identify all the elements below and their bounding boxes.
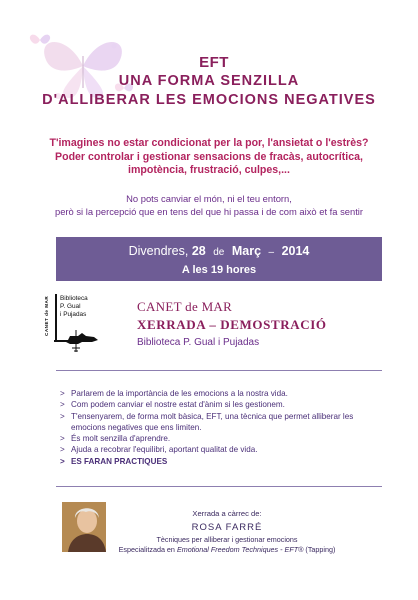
intro-question-1: T'imagines no estar condicionat per la por, l'ansietat o l'estrès? <box>49 137 369 149</box>
event-time: A les 19 hores <box>181 264 257 276</box>
divider-top <box>56 370 382 371</box>
speaker-spec-prefix: Especialitzada en <box>118 545 175 554</box>
page-subtitle-line1: UNA FORMA SENZILLA <box>118 73 300 89</box>
list-item: > És molt senzilla d'aprendre. <box>60 433 378 444</box>
event-dash: – <box>268 247 275 258</box>
intro-questions <box>0 137 418 178</box>
list-item: > ES FARAN PRACTIQUES <box>60 456 378 467</box>
speaker-specialization <box>112 545 342 555</box>
intro-question-3: impotència, frustració, culpes,... <box>128 164 290 176</box>
page-title: EFT <box>199 54 229 71</box>
list-item: > Parlarem de la importància de les emocions a la nostra vida. <box>60 388 378 399</box>
title-block <box>0 54 418 110</box>
tagline-line-1: No pots canviar el món, ni el teu entorn, <box>126 193 292 204</box>
library-logo-line-1: Biblioteca <box>60 295 88 302</box>
speaker-intro: Xerrada a càrrec de: <box>192 509 262 518</box>
speaker-name: ROSA FARRÉ <box>191 522 263 533</box>
speaker-description: Tècniques per alliberar i gestionar emocions <box>156 535 298 544</box>
speaker-spec-technique: Emotional Freedom Techniques - EFT® <box>176 545 304 554</box>
tagline-line-2: però si la percepció que en tens del que hi passa i de com això et fa sentir <box>55 205 363 217</box>
intro-question-2: Poder controlar i gestionar sensacions de fracàs, autocrítica, <box>55 150 363 163</box>
talk-points-list <box>60 388 378 467</box>
divider-bottom <box>56 486 382 487</box>
library-logo <box>44 292 100 352</box>
speaker-spec-suffix: (Tapping) <box>305 545 336 554</box>
library-logo-vertical-text: CANET de MAR <box>44 295 49 337</box>
avatar <box>62 502 106 552</box>
weathervane-icon <box>52 330 100 352</box>
event-date-band <box>56 237 382 281</box>
event-weekday: Divendres, <box>128 244 189 258</box>
event-day: 28 <box>191 244 206 258</box>
event-month: Març <box>231 244 262 258</box>
list-item: > Ajuda a recobrar l'equilibri, aportant qualitat de vida. <box>60 444 378 455</box>
intro-tagline <box>0 193 418 218</box>
list-item: > Com podem canviar el nostre estat d'ànim si les gestionem. <box>60 399 378 410</box>
venue-town: CANET de MAR <box>137 299 233 314</box>
library-logo-line-3: i Pujadas <box>60 311 87 318</box>
venue-talk-title: XERRADA – DEMOSTRACIÓ <box>137 317 327 332</box>
event-year: 2014 <box>281 244 310 258</box>
list-item: > T'ensenyarem, de forma molt bàsica, EFT, una tècnica que permet alliberar les emocions negatives que ens limiten. <box>60 411 378 434</box>
speaker-block <box>112 508 342 555</box>
library-logo-line-2: P. Gual <box>60 303 81 310</box>
venue-library: Biblioteca P. Gual i Pujadas <box>137 337 260 348</box>
speaker-photo <box>62 502 106 552</box>
page-subtitle-line2: D'ALLIBERAR LES EMOCIONS NEGATIVES <box>42 92 376 108</box>
venue-block <box>137 298 327 350</box>
event-date <box>56 243 382 261</box>
event-de: de <box>213 247 225 258</box>
library-logo-text <box>60 295 88 319</box>
